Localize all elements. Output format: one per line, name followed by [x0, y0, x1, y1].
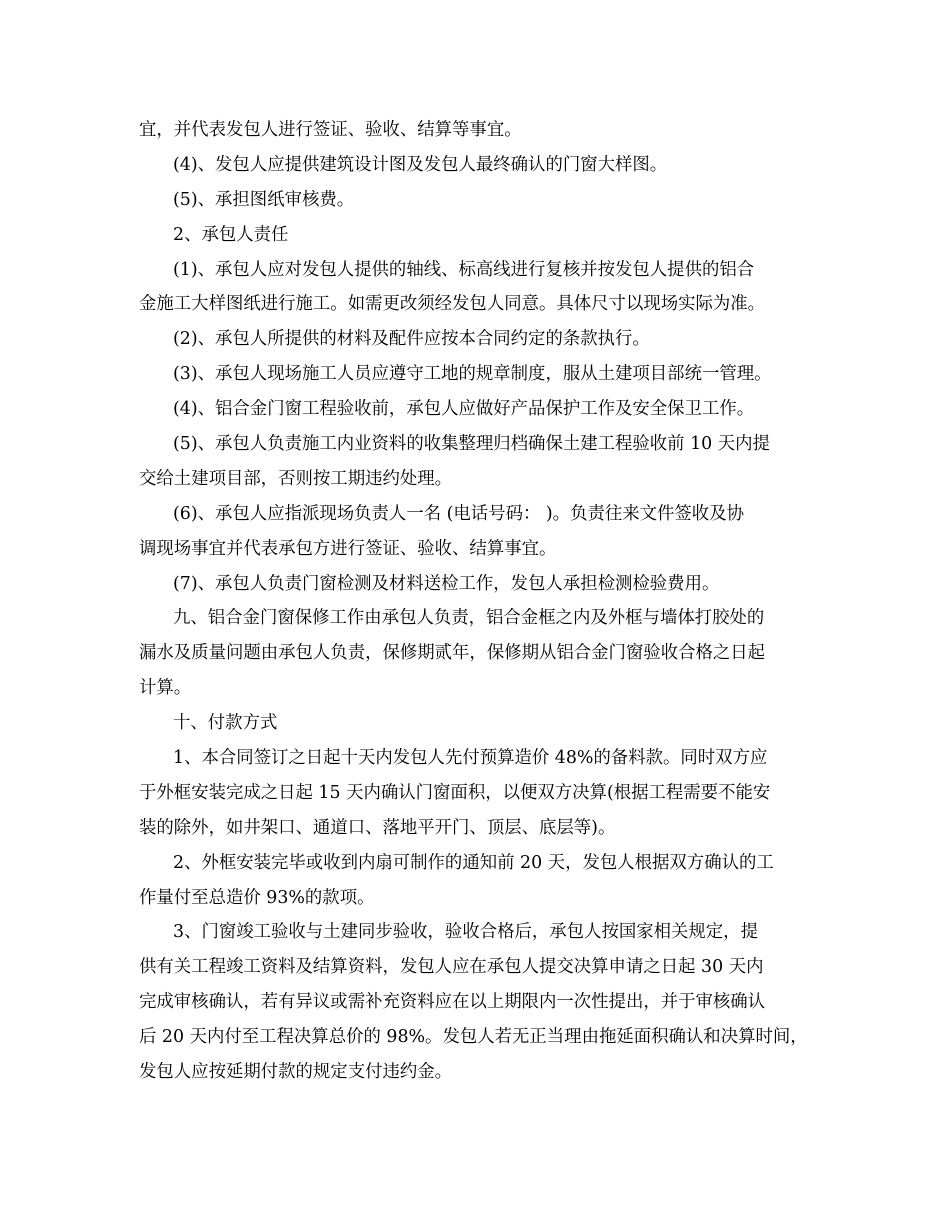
text-line: (4)、铝合金门窗工程验收前，承包人应做好产品保护工作及安全保卫工作。 [173, 399, 755, 420]
text-line: (3)、承包人现场施工人员应遵守工地的规章制度，服从土建项目部统一管理。 [173, 364, 772, 385]
text-line: 漏水及质量问题由承包人负责，保修期贰年，保修期从铝合金门窗验收合格之日起 [139, 643, 766, 664]
text-line: 后 20 天内付至工程决算总价的 98%。发包人若无正当理由拖延面积确认和决算时间， [139, 1027, 808, 1048]
text-line: 计算。 [139, 678, 192, 699]
document-body [139, 113, 819, 1090]
text-line: 3、门窗竣工验收与土建同步验收，验收合格后，承包人按国家相关规定，提 [173, 922, 758, 943]
text-line: 装的除外，如井架口、通道口、落地平开门、顶层、底层等)。 [139, 817, 616, 838]
text-line: 1、本合同签订之日起十天内发包人先付预算造价 48%的备料款。同时双方应 [173, 748, 768, 769]
text-line: 供有关工程竣工资料及结算资料，发包人应在承包人提交决算申请之日起 30 天内 [139, 957, 764, 978]
text-line: 完成审核确认，若有异议或需补充资料应在以上期限内一次性提出，并于审核确认 [139, 992, 766, 1013]
text-line: 九、铝合金门窗保修工作由承包人负责，铝合金框之内及外框与墙体打胶处的 [173, 608, 765, 629]
text-line: (1)、承包人应对发包人提供的轴线、标高线进行复核并按发包人提供的铝合 [173, 259, 755, 280]
text-line: 2、承包人责任 [173, 224, 289, 245]
text-line: (2)、承包人所提供的材料及配件应按本合同约定的条款执行。 [173, 329, 650, 350]
text-line: 交给土建项目部，否则按工期违约处理。 [139, 468, 453, 489]
text-line: (5)、承包人负责施工内业资料的收集整理归档确保土建工程验收前 10 天内提 [173, 434, 770, 455]
text-line: 金施工大样图纸进行施工。如需更改须经发包人同意。具体尺寸以现场实际为准。 [139, 294, 766, 315]
text-line: (6)、承包人应指派现场负责人一名 (电话号码： )。负责往来文件签收及协 [173, 503, 744, 524]
text-line: 于外框安装完成之日起 15 天内确认门窗面积，以便双方决算(根据工程需要不能安 [139, 782, 771, 803]
text-line: (7)、承包人负责门窗检测及材料送检工作，发包人承担检测检验费用。 [173, 573, 720, 594]
text-line: 作量付至总造价 93%的款项。 [139, 887, 375, 908]
text-line: (4)、发包人应提供建筑设计图及发包人最终确认的门窗大样图。 [173, 154, 668, 175]
text-line: 十、付款方式 [173, 713, 278, 734]
text-line: 2、外框安装完毕或收到内扇可制作的通知前 20 天，发包人根据双方确认的工 [173, 852, 774, 873]
text-line: 发包人应按延期付款的规定支付违约金。 [139, 1062, 453, 1083]
text-line: (5)、承担图纸审核费。 [173, 189, 355, 210]
text-line: 宜，并代表发包人进行签证、验收、结算等事宜。 [139, 120, 522, 140]
text-line: 调现场事宜并代表承包方进行签证、验收、结算事宜。 [139, 538, 557, 559]
